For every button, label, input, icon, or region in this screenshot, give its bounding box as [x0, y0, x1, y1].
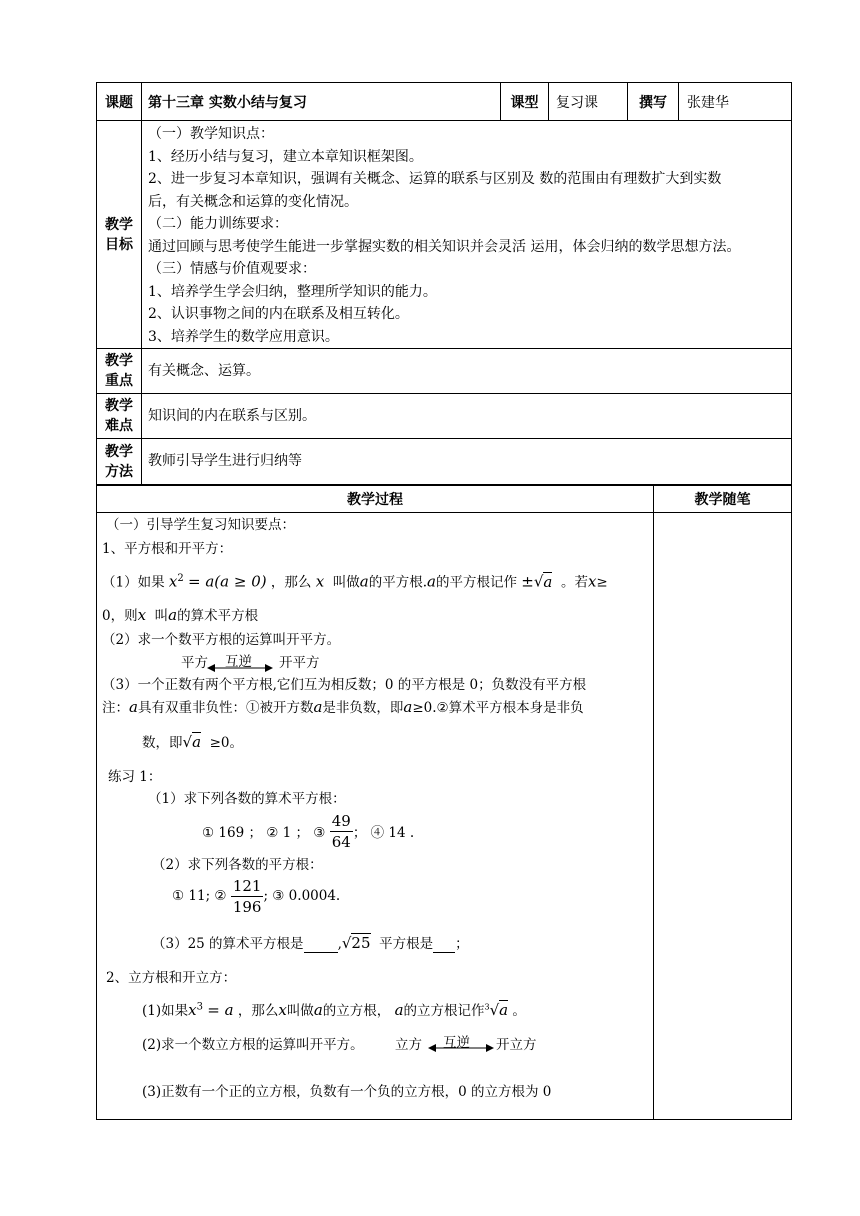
- objective-line: 通过回顾与思考使学生能进一步掌握实数的相关知识并会灵活 运用，体会归纳的数学思想方法。: [148, 238, 741, 255]
- topic-label: 课题: [97, 83, 142, 121]
- objective-line: （一）教学知识点：: [148, 126, 274, 142]
- key-points-value: 有关概念、运算。: [142, 349, 792, 394]
- answer-blank: [304, 936, 338, 953]
- method-value: 教师引导学生进行归纳等: [142, 439, 792, 485]
- author-label: 撰写: [628, 83, 679, 121]
- s1-p2: （2）求一个数平方根的运算叫开平方。: [102, 632, 341, 648]
- s2-arrow-left: 立方: [395, 1037, 422, 1053]
- objective-line: （三）情感与价值观要求：: [148, 261, 316, 277]
- s1-title: 1、平方根和开平方：: [102, 541, 233, 557]
- s2-arrow-right: 开立方: [496, 1037, 537, 1053]
- sqrt-icon: √a: [182, 733, 202, 751]
- s1-p3: （3）一个正数有两个平方根,它们互为相反数；0 的平方根是 0；负数没有平方根: [102, 677, 587, 693]
- sqrt-icon: √25: [341, 934, 371, 952]
- header-table: [96, 82, 792, 485]
- sqrt-icon: √a: [533, 572, 553, 591]
- s2-arrow-mid: 互逆: [443, 1035, 470, 1051]
- key-points-label: 教学重点: [97, 349, 142, 394]
- intro: （一）引导学生复习知识要点：: [106, 517, 295, 533]
- ex1-items: ① 169 ； ② 1 ； ③ $\frac{49}{64}$ ； ④ 14 .: [202, 811, 415, 851]
- double-arrow-icon: [428, 1041, 494, 1053]
- objective-line: 后，有关概念和运算的变化情况。: [148, 193, 358, 210]
- cube-root-icon: √a: [489, 1001, 509, 1019]
- objective-line: 3、培养学生的数学应用意识。: [148, 328, 339, 345]
- topic-value: 第十三章 实数小结与复习: [142, 83, 501, 121]
- objective-line: 2、认识事物之间的内在联系及相互转化。: [148, 306, 409, 322]
- s2-p3: (3)正数有一个正的立方根，负数有一个负的立方根，0 的立方根为 0: [142, 1084, 552, 1100]
- difficulties-label: 教学难点: [97, 394, 142, 439]
- method-label: 教学方法: [97, 439, 142, 485]
- answer-blank: [433, 936, 455, 953]
- s1-arrow-left: 平方: [181, 655, 208, 671]
- fraction: $\frac{121}{196}$: [232, 876, 262, 916]
- process-title: 教学过程: [97, 486, 654, 513]
- author-value: 张建华: [679, 83, 792, 121]
- double-arrow-icon: [207, 660, 273, 672]
- ex2-title: （2）求下列各数的平方根：: [152, 857, 323, 873]
- notes-content: [654, 513, 792, 1120]
- ex2-items: ① 11; ② $\frac{121}{196}$ ; ③ 0.0004.: [172, 876, 341, 916]
- notes-title: 教学随笔: [654, 486, 792, 513]
- objective-line: （二）能力训练要求：: [148, 216, 288, 232]
- s2-p2: (2)求一个数立方根的运算叫开平方。: [142, 1037, 364, 1053]
- objective-line: 1、培养学生学会归纳，整理所学知识的能力。: [148, 283, 437, 300]
- ex3: （3）25 的算术平方根是 ,√25 平方根是 ；: [152, 934, 469, 952]
- s1-note2: 数，即√a ≥0。: [142, 733, 244, 751]
- s1-p1-cont: 0，则x 叫a的算术平方根: [102, 606, 259, 624]
- objective-line: 1、经历小结与复习，建立本章知识框架图。: [148, 148, 423, 165]
- difficulties-value: 知识间的内在联系与区别。: [142, 394, 792, 439]
- s1-arrow-mid: 互逆: [225, 654, 252, 670]
- objectives-label: 教学目标: [97, 121, 142, 349]
- s2-p1: (1)如果$x^3 = a$ ，那么x叫做a的立方根， a的立方根记作$^3$√a 。: [142, 1001, 526, 1019]
- s1-arrow-right: 开平方: [279, 655, 320, 671]
- s2-title: 2、立方根和开立方：: [106, 970, 237, 986]
- s1-p1: （1）如果 $x^2 = a(a \ge 0)$ ，那么 x 叫做a的平方根.a的平方根记作 ±√a 。若x≥: [102, 572, 608, 591]
- objective-line: 2、进一步复习本章知识，强调有关概念、运算的联系与区别及 数的范围由有理数扩大到实数: [148, 171, 722, 187]
- s1-note: 注：a具有双重非负性：①被开方数a是非负数，即a≥0.②算术平方根本身是非负: [102, 698, 584, 716]
- exercise-title: 练习 1：: [108, 769, 162, 785]
- type-label: 课型: [501, 83, 549, 121]
- ex1-title: （1）求下列各数的算术平方根：: [148, 791, 346, 807]
- fraction: $\frac{49}{64}$: [331, 811, 351, 851]
- type-value: 复习课: [549, 83, 628, 121]
- objectives-content: [142, 121, 792, 349]
